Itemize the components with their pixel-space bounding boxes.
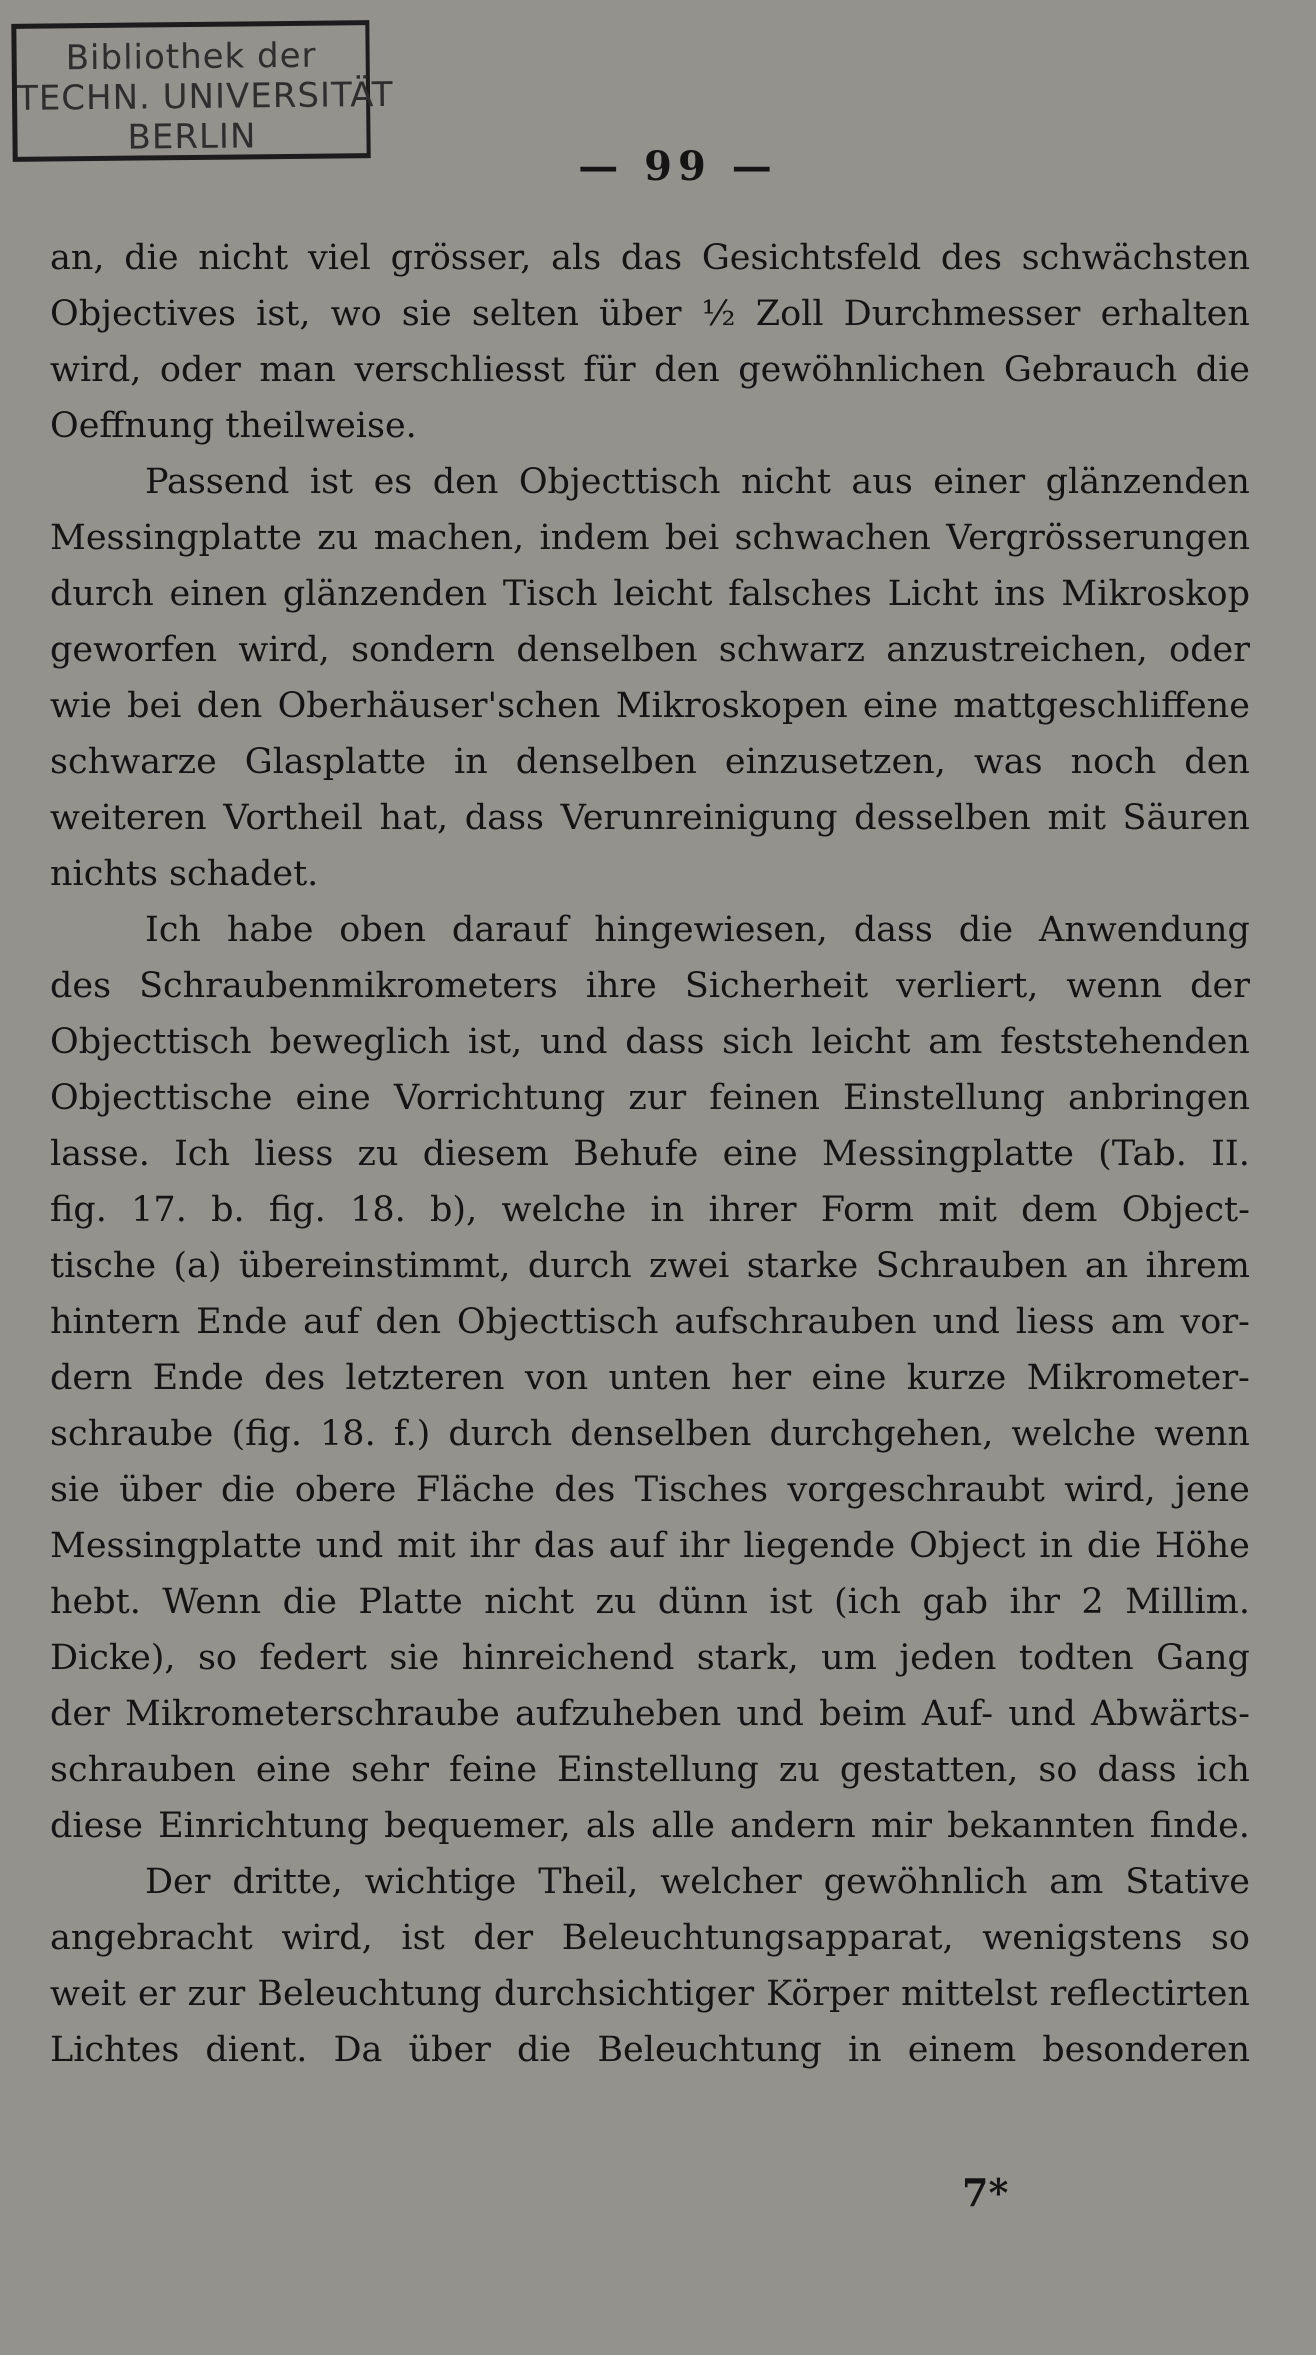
library-stamp	[11, 20, 394, 162]
text-line: durch einen glänzenden Tisch leicht falsches Licht ins Mikroskop	[50, 574, 1250, 614]
text-line: Der dritte, wichtige Theil, welcher gewöhnlich am Stative	[145, 1862, 1250, 1902]
text-line: Dicke), so federt sie hinreichend stark, um jeden todten Gang	[50, 1638, 1250, 1678]
text-line: Ich habe oben darauf hingewiesen, dass die Anwendung	[145, 910, 1250, 950]
text-line: Objecttische eine Vorrichtung zur feinen Einstellung anbringen	[50, 1078, 1250, 1118]
text-line: dern Ende des letzteren von unten her eine kurze Mikrometer-	[50, 1358, 1250, 1398]
text-line: Objectives ist, wo sie selten über ½ Zoll Durchmesser erhalten	[50, 294, 1250, 334]
text-line: diese Einrichtung bequemer, als alle andern mir bekannten finde.	[50, 1806, 1250, 1846]
text-line: der Mikrometerschraube aufzuheben und beim Auf- und Abwärts-	[50, 1694, 1250, 1734]
text-line: Passend ist es den Objecttisch nicht aus einer glänzenden	[145, 462, 1250, 502]
text-line: geworfen wird, sondern denselben schwarz anzustreichen, oder	[50, 630, 1250, 670]
page-number: — 99 —	[578, 143, 778, 190]
text-line: hintern Ende auf den Objecttisch aufschrauben und liess am vor-	[50, 1302, 1250, 1342]
page-header	[0, 143, 1316, 190]
text-line: weit er zur Beleuchtung durchsichtiger Körper mittelst reflectirten	[50, 1974, 1250, 2014]
text-line: Objecttisch beweglich ist, und dass sich leicht am feststehenden	[50, 1022, 1250, 1062]
text-line: hebt. Wenn die Platte nicht zu dünn ist (ich gab ihr 2 Millim.	[50, 1582, 1250, 1622]
text-line: schraube (fig. 18. f.) durch denselben durchgehen, welche wenn	[50, 1414, 1250, 1454]
stamp-line-3: BERLIN	[127, 116, 257, 158]
stamp-line-1: Bibliothek der	[65, 35, 317, 79]
text-line: Lichtes dient. Da über die Beleuchtung in einem besonderen	[50, 2030, 1250, 2070]
text-line: Messingplatte und mit ihr das auf ihr liegende Object in die Höhe	[50, 1526, 1250, 1566]
text-line: sie über die obere Fläche des Tisches vorgeschraubt wird, jene	[50, 1470, 1250, 1510]
text-line: an, die nicht viel grösser, als das Gesichtsfeld des schwächsten	[50, 238, 1250, 278]
text-line: weiteren Vortheil hat, dass Verunreinigung desselben mit Säuren	[50, 798, 1250, 838]
text-line: nichts schadet.	[50, 854, 319, 894]
text-line: schwarze Glasplatte in denselben einzusetzen, was noch den	[50, 742, 1250, 782]
signature-mark: 7*	[962, 2170, 1009, 2215]
text-line: angebracht wird, ist der Beleuchtungsapparat, wenigstens so	[50, 1918, 1250, 1958]
text-line: wie bei den Oberhäuser'schen Mikroskopen eine mattgeschliffene	[50, 686, 1250, 726]
text-line: Messingplatte zu machen, indem bei schwachen Vergrösserungen	[50, 518, 1250, 558]
text-line: fig. 17. b. fig. 18. b), welche in ihrer Form mit dem Object-	[50, 1190, 1250, 1230]
text-line: schrauben eine sehr feine Einstellung zu gestatten, so dass ich	[50, 1750, 1250, 1790]
text-line: wird, oder man verschliesst für den gewöhnlichen Gebrauch die	[50, 350, 1250, 390]
stamp-line-2: TECHN. UNIVERSITÄT	[16, 74, 394, 119]
text-line: tische (a) übereinstimmt, durch zwei starke Schrauben an ihrem	[50, 1246, 1250, 1286]
text-line: lasse. Ich liess zu diesem Behufe eine Messingplatte (Tab. II.	[50, 1134, 1250, 1174]
text-line: Oeffnung theilweise.	[50, 406, 417, 446]
body-text	[50, 230, 1250, 2078]
text-line: des Schraubenmikrometers ihre Sicherheit verliert, wenn der	[50, 966, 1250, 1006]
